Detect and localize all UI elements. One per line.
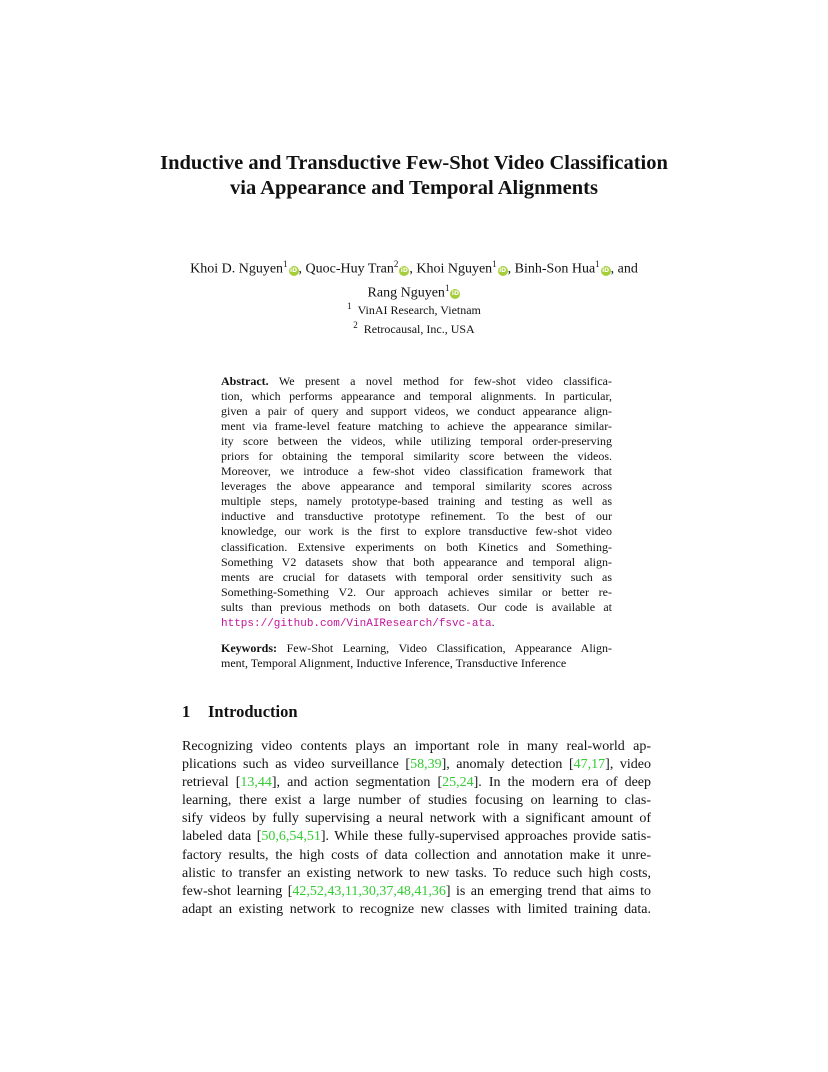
section-title: Introduction <box>208 702 298 721</box>
abstract-line: ment via frame-level feature matching to achieve the appearance similar- <box>221 419 612 434</box>
abstract-line: https://github.com/VinAIResearch/fsvc-ata. <box>221 614 495 630</box>
abstract-text: We present a novel method for few-shot video classifica- <box>278 374 612 388</box>
abstract-line: Something V2 datasets show that both appearance and temporal align- <box>221 554 612 569</box>
affiliation-mark: 1 <box>444 282 450 293</box>
affiliation-mark: 1 <box>283 259 288 269</box>
abstract-line: Moreover, we introduce a few-shot video classification framework that <box>221 464 612 479</box>
text-run: ], and action segmentation [ <box>271 775 443 791</box>
paragraph-line <box>182 774 651 792</box>
affiliation-list <box>200 299 628 337</box>
author-name: Khoi Nguyen <box>416 261 493 277</box>
text-run: ]. While these fully-supervised approaches provide satis- <box>320 829 651 845</box>
abstract-label: Abstract. <box>221 374 269 388</box>
citation-link[interactable]: 47,17 <box>573 757 606 773</box>
citation-link[interactable]: 13,44 <box>240 775 272 791</box>
orcid-icon[interactable]: iD <box>499 266 507 274</box>
author-list: Khoi D. Nguyen$^1$iD, Quoc-Huy Tran$^2$iD, Khoi Nguyen$^1$iD, Binh-Son Hua$^1$iD, and Rang Nguyen$^1$iD <box>190 259 638 301</box>
affiliation-item <box>200 299 628 318</box>
text-run: labeled data [ <box>182 829 262 845</box>
author-name: Binh-Son Hua <box>514 261 596 277</box>
keywords-line: ment, Temporal Alignment, Inductive Inference, Transductive Inference <box>221 656 567 671</box>
section-number: 1 <box>182 702 191 721</box>
keywords <box>221 641 612 671</box>
abstract-line: sults than previous methods on both datasets. Our code is available at <box>221 599 612 614</box>
affiliation-mark: 2 <box>393 259 399 269</box>
abstract-line <box>221 374 612 389</box>
text-run: ]. In the modern era of deep <box>473 775 652 791</box>
paragraph-line <box>182 883 651 901</box>
paragraph-line: factory results, the high costs of data collection and annotation make it unre- <box>182 847 651 863</box>
paper-title: Inductive and Transductive Few-Shot Video Classification via Appearance and Temporal Alignments <box>160 152 668 199</box>
paragraph-line <box>182 756 651 774</box>
abstract-line: given a pair of query and support videos, we conduct appearance align- <box>221 404 612 419</box>
abstract <box>221 374 612 632</box>
paragraph-line: Recognizing video contents plays an important role in many real-world ap- <box>182 739 651 754</box>
keywords-text: Few-Shot Learning, Video Classification, Appearance Align- <box>286 641 612 655</box>
affiliation-number: 1 <box>347 301 352 311</box>
text-run: ], anomaly detection [ <box>441 757 574 773</box>
abstract-line: priors for obtaining the temporal similarity score between the videos. <box>221 449 612 464</box>
citation-link[interactable]: 42,52,43,11,30,37,48,41,36 <box>292 883 446 899</box>
abstract-line: ity score between the videos, while utilizing temporal order-preserving <box>221 434 612 449</box>
paragraph-line: adapt an existing network to recognize new classes with limited training data. <box>182 901 651 917</box>
abstract-line: knowledge, our work is the first to explore transductive few-shot video <box>221 524 612 539</box>
code-url-link[interactable]: https://github.com/VinAIResearch/fsvc-ata <box>221 617 492 630</box>
affiliation-mark: 1 <box>595 259 600 269</box>
orcid-icon[interactable]: iD <box>602 266 610 274</box>
intro-paragraph <box>182 738 651 919</box>
affiliation-item <box>200 318 628 337</box>
author-name: Quoc-Huy Tran <box>305 261 394 277</box>
author-name: Khoi D. Nguyen <box>190 261 284 277</box>
paragraph-line: sify videos by fully supervising a neural network with a significant amount of <box>182 811 651 827</box>
paragraph-line: learning, there exist a large number of studies focusing on learning to clas- <box>182 793 651 809</box>
abstract-line: inductive and transductive prototype refinement. To the best of our <box>221 509 612 524</box>
keywords-line <box>221 641 612 656</box>
section-heading <box>182 702 298 722</box>
citation-link[interactable]: 25,24 <box>442 775 474 791</box>
authors-conjunction: and <box>617 261 638 277</box>
keywords-label: Keywords: <box>221 641 277 655</box>
text-run: retrieval [ <box>182 775 241 791</box>
affiliation-text: Retrocausal, Inc., USA <box>363 322 475 336</box>
affiliation-mark: 1 <box>492 259 497 269</box>
text-run: plications such as video surveillance [ <box>182 757 411 773</box>
paragraph-line: alistic to transfer an existing network to new tasks. To reduce such high costs, <box>182 865 651 881</box>
abstract-line: multiple steps, namely prototype-based training and testing as well as <box>221 494 612 509</box>
orcid-icon[interactable]: iD <box>290 266 298 274</box>
author-name: Rang Nguyen <box>367 285 445 301</box>
affiliation-number: 2 <box>353 320 358 330</box>
orcid-icon[interactable]: iD <box>400 266 408 274</box>
abstract-line: classification. Extensive experiments on both Kinetics and Something- <box>221 539 612 554</box>
affiliation-text: VinAI Research, Vietnam <box>357 303 481 317</box>
abstract-line: ments are crucial for datasets with temporal order sensitivity such as <box>221 569 612 584</box>
text-run: few-shot learning [ <box>182 883 293 899</box>
abstract-line: Something-Something V2. Our approach achieves similar or better re- <box>221 584 612 599</box>
abstract-line: leverages the above appearance and temporal similarity scores across <box>221 479 612 494</box>
text-run: ], video <box>605 757 652 773</box>
text-run: ] is an emerging trend that aims to <box>445 883 651 899</box>
citation-link[interactable]: 50,6,54,51 <box>261 829 321 845</box>
citation-link[interactable]: 58,39 <box>410 757 442 773</box>
orcid-icon[interactable]: iD <box>451 290 459 298</box>
paragraph-line <box>182 828 651 846</box>
abstract-line: tion, which performs appearance and temporal alignments. In particular, <box>221 389 612 404</box>
